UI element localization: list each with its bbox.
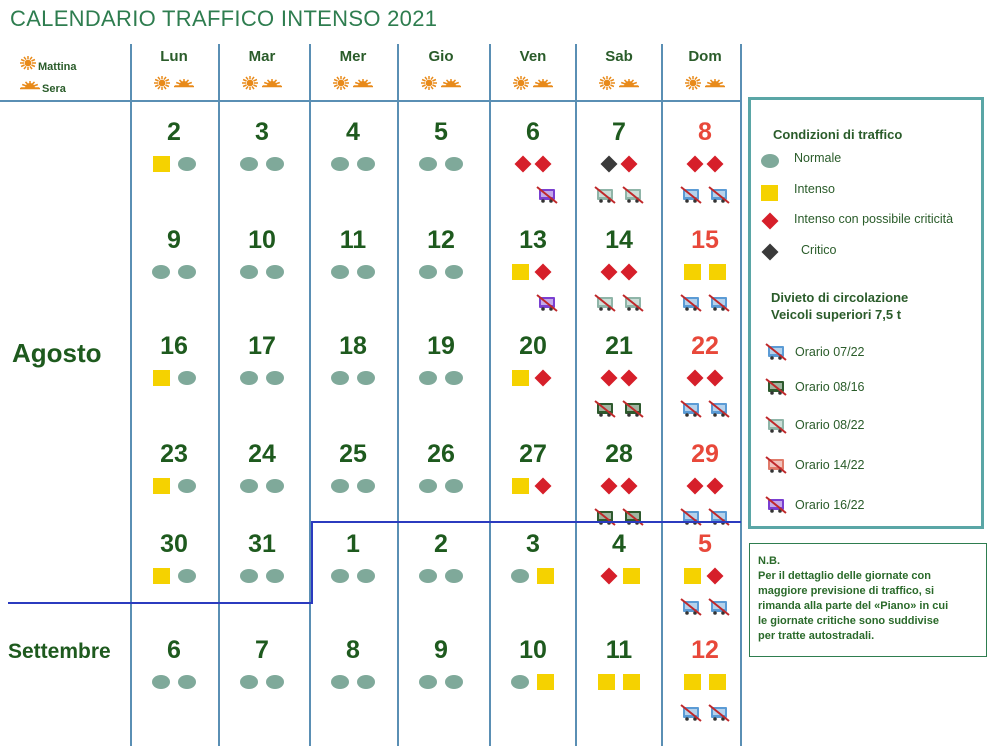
morning-sun-icon [597,76,617,90]
truck-ban-icon [594,186,616,204]
day-sun-icons [219,76,305,95]
normal-traffic-dot [266,675,284,689]
critical-traffic-diamond [601,156,618,173]
day-number: 9 [434,636,448,664]
normal-traffic-dot [445,371,463,385]
normal-traffic-dot [178,479,196,493]
critical-possible-diamond [601,568,618,585]
legend-critical-possible-diamond [762,213,779,230]
truck-ban-icon [622,508,644,526]
normal-traffic-dot [266,569,284,583]
normal-traffic-dot [240,371,258,385]
truck-ban-icon [680,186,702,204]
evening-sun-icon [703,76,727,90]
morning-sun-icon [331,76,351,90]
normal-traffic-dot [419,371,437,385]
normal-traffic-dot [419,479,437,493]
critical-possible-diamond [621,264,638,281]
evening-sun-icon [439,76,463,90]
month-divider-line [311,521,741,523]
day-number: 16 [160,332,188,360]
critical-possible-diamond [687,156,704,173]
note-line: Per il dettaglio delle giornate con [758,570,931,582]
evening-sun-icon [531,76,555,90]
day-number: 6 [526,118,540,146]
day-sun-icons [490,76,576,95]
day-number: 10 [519,636,547,664]
page-title: CALENDARIO TRAFFICO INTENSO 2021 [10,6,438,31]
month-divider-line [8,602,312,604]
day-number: 28 [605,440,633,468]
intense-traffic-square [153,370,170,386]
truck-ban-icon [680,508,702,526]
day-number: 19 [427,332,455,360]
morning-sun-icon [152,76,172,90]
critical-possible-diamond [707,370,724,387]
ban-title: Divieto di circolazione [771,290,909,305]
truck-ban-icon [594,294,616,312]
header-rule [0,100,742,102]
day-number: 3 [526,530,540,558]
day-number: 15 [691,226,719,254]
note-line: rimanda alla parte del «Piano» in cui [758,600,949,612]
truck-ban-icon [536,186,558,204]
truck-ban-icon [594,400,616,418]
intense-traffic-square [623,568,640,584]
intense-traffic-square [684,264,701,280]
critical-possible-diamond [687,370,704,387]
intense-traffic-square [598,674,615,690]
morning-sun-icon [683,76,703,90]
day-number: 31 [248,530,276,558]
critical-possible-diamond [621,156,638,173]
day-number: 2 [434,530,448,558]
day-number: 8 [698,118,712,146]
day-number: 10 [248,226,276,254]
critical-possible-diamond [601,264,618,281]
normal-traffic-dot [266,479,284,493]
critical-possible-diamond [515,156,532,173]
truck-ban-icon [680,400,702,418]
legend-truck-ban-icon [765,456,787,474]
legend-ban-label: Orario 07/22 [795,345,865,359]
intense-traffic-square [537,674,554,690]
normal-traffic-dot [357,157,375,171]
normal-traffic-dot [331,569,349,583]
day-sun-icons [398,76,484,95]
normal-traffic-dot [357,569,375,583]
note-line: le giornate critiche sono suddivise [758,615,939,627]
morning-sun-icon [419,76,439,90]
intense-traffic-square [512,264,529,280]
normal-traffic-dot [331,265,349,279]
truck-ban-icon [680,704,702,722]
month-label-august: Agosto [12,338,102,368]
truck-ban-icon [594,508,616,526]
day-number: 9 [167,226,181,254]
traffic-legend [748,97,984,529]
legend-critical-traffic-diamond [762,244,779,261]
day-number: 5 [434,118,448,146]
normal-traffic-dot [266,371,284,385]
normal-traffic-dot [445,479,463,493]
normal-traffic-dot [240,675,258,689]
normal-traffic-dot [419,569,437,583]
intense-traffic-square [709,674,726,690]
normal-traffic-dot [357,265,375,279]
legend-item-label: Critico [801,243,837,257]
note-line: maggiore previsione di traffico, si [758,585,935,597]
day-name: Mer [339,48,367,65]
truck-ban-icon [708,400,730,418]
normal-traffic-dot [178,265,196,279]
evening-sun-icon [617,76,641,90]
normal-traffic-dot [357,675,375,689]
day-number: 12 [691,636,719,664]
legend-truck-ban-icon [765,416,787,434]
normal-traffic-dot [445,675,463,689]
day-number: 14 [605,226,633,254]
intense-traffic-square [153,156,170,172]
day-number: 7 [255,636,269,664]
day-number: 23 [160,440,188,468]
day-sun-icons [662,76,748,95]
day-number: 30 [160,530,188,558]
truck-ban-icon [708,598,730,616]
note-line: per tratte autostradali. [758,630,875,642]
normal-traffic-dot [331,157,349,171]
day-number: 1 [346,530,360,558]
truck-ban-icon [536,294,558,312]
critical-possible-diamond [535,264,552,281]
legend-item-label: Normale [794,151,842,165]
truck-ban-icon [622,294,644,312]
legend-truck-ban-icon [765,496,787,514]
normal-traffic-dot [511,675,529,689]
normal-traffic-dot [419,265,437,279]
normal-traffic-dot [419,675,437,689]
day-number: 7 [612,118,626,146]
legend-ban-label: Orario 08/22 [795,418,865,432]
normal-traffic-dot [266,265,284,279]
normal-traffic-dot [152,265,170,279]
evening-sun-icon [260,76,284,90]
day-name: Lun [160,48,188,65]
day-number: 20 [519,332,547,360]
day-number: 21 [605,332,633,360]
normal-traffic-dot [331,479,349,493]
header-legend-morning [18,56,77,73]
normal-traffic-dot [240,157,258,171]
morning-sun-icon [240,76,260,90]
critical-possible-diamond [707,156,724,173]
normal-traffic-dot [240,569,258,583]
day-sun-icons [310,76,396,95]
day-number: 25 [339,440,367,468]
intense-traffic-square [684,568,701,584]
legend-ban-label: Orario 16/22 [795,498,865,512]
normal-traffic-dot [178,157,196,171]
legend-ban-label: Orario 14/22 [795,458,865,472]
note-heading: N.B. [758,555,780,567]
normal-traffic-dot [357,371,375,385]
month-divider-line [311,521,313,604]
critical-possible-diamond [601,478,618,495]
normal-traffic-dot [511,569,529,583]
critical-possible-diamond [535,156,552,173]
day-number: 22 [691,332,719,360]
critical-possible-diamond [707,568,724,585]
truck-ban-icon [622,400,644,418]
day-number: 13 [519,226,547,254]
legend-title: Condizioni di traffico [773,127,903,142]
legend-ban-label: Orario 08/16 [795,380,865,394]
normal-traffic-dot [331,675,349,689]
day-name: Dom [688,48,722,65]
day-name: Gio [428,48,454,65]
normal-traffic-dot [331,371,349,385]
critical-possible-diamond [621,370,638,387]
day-number: 5 [698,530,712,558]
day-sun-icons [576,76,662,95]
legend-truck-ban-icon [765,378,787,396]
normal-traffic-dot [445,265,463,279]
day-name: Mar [248,48,276,65]
intense-traffic-square [709,264,726,280]
legend-intense-traffic-square [761,185,778,201]
truck-ban-icon [622,186,644,204]
truck-ban-icon [680,598,702,616]
critical-possible-diamond [707,478,724,495]
normal-traffic-dot [445,569,463,583]
evening-sun-icon [351,76,375,90]
day-number: 6 [167,636,181,664]
day-number: 18 [339,332,367,360]
day-number: 27 [519,440,547,468]
day-name: Sab [605,48,633,65]
month-label-september: Settembre [8,640,111,663]
morning-sun-icon [18,56,38,70]
normal-traffic-dot [240,479,258,493]
intense-traffic-square [537,568,554,584]
intense-traffic-square [512,370,529,386]
normal-traffic-dot [178,569,196,583]
ban-subtitle: Veicoli superiori 7,5 t [771,307,902,322]
header-legend-evening [18,78,66,95]
critical-possible-diamond [601,370,618,387]
day-number: 2 [167,118,181,146]
normal-traffic-dot [178,371,196,385]
intense-traffic-square [623,674,640,690]
morning-sun-icon [511,76,531,90]
note-box [749,543,987,657]
day-number: 17 [248,332,276,360]
normal-traffic-dot [357,479,375,493]
critical-possible-diamond [535,370,552,387]
critical-possible-diamond [535,478,552,495]
critical-possible-diamond [621,478,638,495]
intense-traffic-square [684,674,701,690]
legend-truck-ban-icon [765,343,787,361]
intense-traffic-square [153,478,170,494]
day-number: 3 [255,118,269,146]
day-number: 4 [612,530,626,558]
truck-ban-icon [708,294,730,312]
day-number: 12 [427,226,455,254]
day-name: Ven [519,48,547,65]
evening-sun-icon [172,76,196,90]
truck-ban-icon [680,294,702,312]
day-sun-icons [131,76,217,95]
day-number: 11 [339,226,367,254]
truck-ban-icon [708,186,730,204]
header-legend-morning-label: Mattina [38,61,77,73]
legend-item-label: Intenso [794,182,836,196]
legend-normal-traffic-dot [761,154,779,168]
truck-ban-icon [708,508,730,526]
legend-item-label: Intenso con possibile criticità [794,212,954,226]
normal-traffic-dot [266,157,284,171]
intense-traffic-square [512,478,529,494]
day-number: 8 [346,636,360,664]
normal-traffic-dot [445,157,463,171]
intense-traffic-square [153,568,170,584]
day-number: 26 [427,440,455,468]
header-legend-evening-label: Sera [42,83,66,95]
normal-traffic-dot [240,265,258,279]
normal-traffic-dot [178,675,196,689]
critical-possible-diamond [687,478,704,495]
day-number: 11 [605,636,633,664]
day-number: 24 [248,440,276,468]
evening-sun-icon [18,78,42,92]
normal-traffic-dot [152,675,170,689]
normal-traffic-dot [419,157,437,171]
truck-ban-icon [708,704,730,722]
day-number: 29 [691,440,719,468]
day-number: 4 [346,118,360,146]
